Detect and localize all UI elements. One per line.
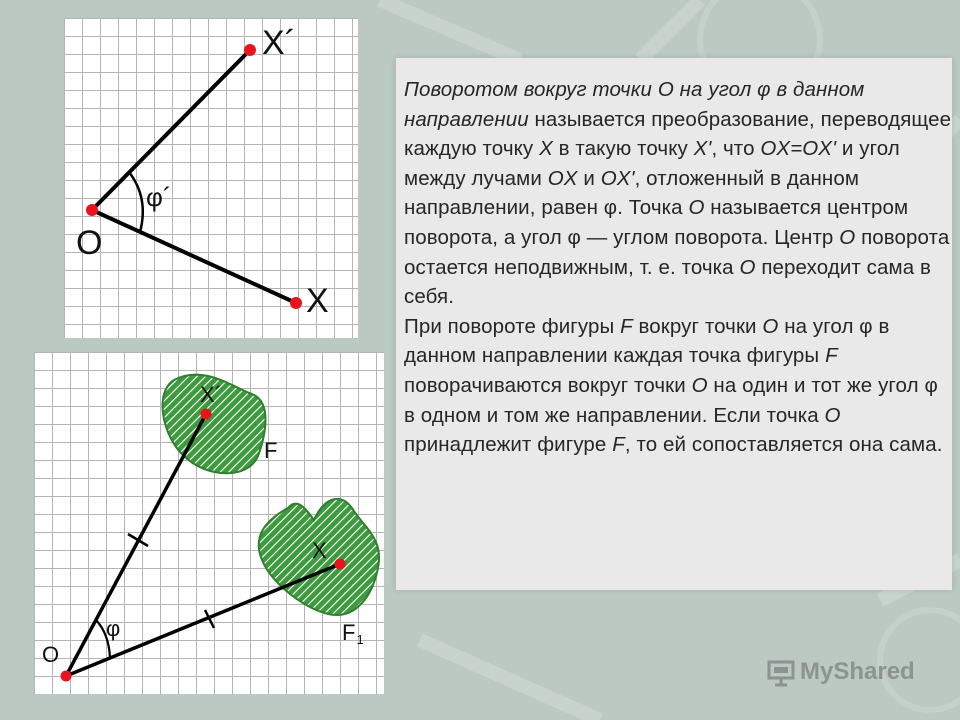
- definition-text: [404, 75, 952, 460]
- var-equation: OX=OX': [760, 137, 837, 161]
- text-span: на один и тот же угол φ в одном и том же направлении. Если точка: [404, 373, 938, 427]
- var-ox: OX: [547, 166, 578, 190]
- definition-term: Поворотом вокруг точки O на угол φ в данном направлении: [404, 78, 865, 131]
- text-span: поворота остается неподвижным, т. е. точка: [404, 225, 950, 279]
- var-f: F: [612, 433, 625, 457]
- label-x: X: [306, 282, 329, 320]
- text-span: При повороте фигуры: [404, 314, 621, 338]
- point-x: [290, 297, 302, 309]
- var-o: O: [839, 225, 856, 249]
- point-o: [86, 204, 98, 216]
- presentation-icon: [766, 657, 796, 687]
- text-span: , то ей сопоставляется она сама.: [624, 433, 943, 457]
- label-x-prime: X´: [200, 382, 222, 407]
- var-ox-prime: OX': [600, 166, 635, 190]
- var-o: O: [762, 314, 779, 338]
- var-x-prime: X': [693, 137, 712, 161]
- rotation-diagram-bottom: [34, 352, 384, 694]
- text-span: вокруг точки: [632, 314, 763, 338]
- rotation-diagram-top: [64, 18, 358, 338]
- var-f: F: [620, 314, 633, 338]
- var-x: X: [539, 137, 553, 161]
- var-o: O: [739, 255, 756, 279]
- text-span: поворачиваются вокруг точки: [404, 373, 692, 397]
- label-phi: φ: [106, 616, 121, 641]
- angle-arc: [129, 172, 143, 232]
- definition-paragraph-1: [404, 75, 952, 312]
- text-span: называется центром поворота, а угол φ — углом поворота. Центр: [404, 196, 909, 249]
- label-phi-prime: φ´: [146, 182, 172, 212]
- label-x: X: [312, 538, 327, 563]
- text-span: и угол между лучами: [404, 137, 900, 190]
- point-x-prime: [201, 409, 212, 420]
- var-o: O: [824, 403, 841, 427]
- point-o: [61, 671, 72, 682]
- var-o: O: [688, 196, 705, 220]
- text-span: на угол φ в данном направлении каждая точка фигуры: [404, 314, 890, 368]
- text-span: в такую точку: [552, 137, 694, 161]
- text-span: переходит сама в себя.: [404, 255, 931, 309]
- var-f: F: [825, 344, 838, 368]
- text-span: принадлежит фигуре: [404, 433, 613, 457]
- text-span: и: [577, 166, 601, 190]
- text-span: называется преобразование, переводящее каждую точку: [404, 107, 952, 161]
- ray-ox: [92, 210, 296, 303]
- watermark-logo: [766, 657, 915, 687]
- ray-ox-prime: [66, 414, 206, 676]
- label-o: O: [76, 224, 103, 262]
- watermark-text: MyShared: [800, 658, 915, 685]
- label-o: O: [42, 642, 60, 667]
- label-f1-subscript: 1: [356, 632, 364, 647]
- label-x-prime: X´: [262, 24, 296, 62]
- var-o: O: [691, 373, 708, 397]
- text-span: , отложенный в данном направлении, равен φ. Точка: [404, 166, 860, 220]
- text-span: , что: [711, 137, 761, 161]
- point-x-prime: [244, 44, 256, 56]
- label-f1: [342, 622, 364, 646]
- point-x: [335, 559, 346, 570]
- definition-paragraph-2: [404, 312, 952, 460]
- label-f1-letter: F: [342, 620, 356, 645]
- label-f: F: [264, 438, 278, 463]
